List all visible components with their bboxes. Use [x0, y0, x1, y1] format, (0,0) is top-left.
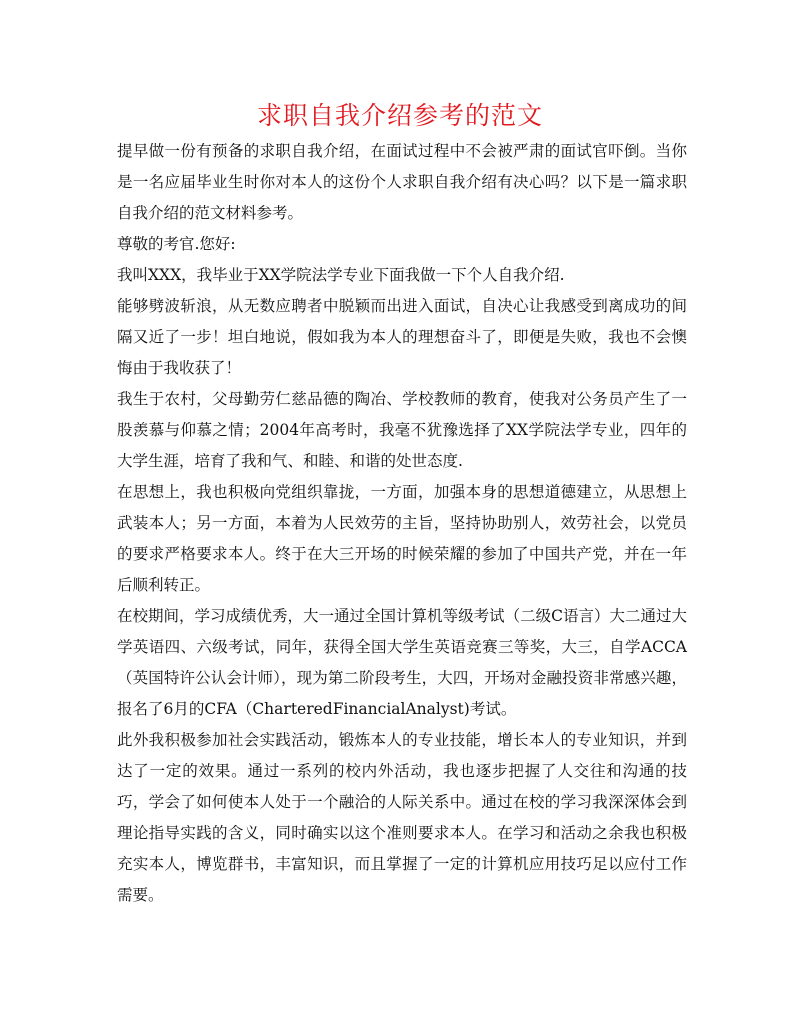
document-body	[117, 136, 687, 911]
paragraph-ideology: 在思想上，我也积极向党组织靠拢，一方面，加强本身的思想道德建立，从思想上武装本人；另一方面，本着为人民效劳的主旨，坚持协助别人，效劳社会，以党员的要求严格要求本人。终于在大三开场的时候荣耀的参加了中国共产党，并在一年后顺利转正。	[117, 483, 687, 594]
paragraph-interview: 能够劈波斩浪，从无数应聘者中脱颖而出进入面试，自决心让我感受到离成功的间隔又近了一步！坦白地说，假如我为本人的理想奋斗了，即便是失败，我也不会懊悔由于我收获了！	[117, 297, 687, 377]
paragraph-activities: 此外我积极参加社会实践活动，锻炼本人的专业技能，增长本人的专业知识，并到达了一定的效果。通过一系列的校内外活动，我也逐步把握了人交往和沟通的技巧，学会了如何使本人处于一个融洽的人际关系中。通过在校的学习我深深体会到理论指导实践的含义，同时确实以这个准则要求本人。在学习和活动之余我也积极充实本人，博览群书，丰富知识，而且掌握了一定的计算机应用技巧足以应付工作需要。	[117, 731, 687, 904]
paragraph-name: 我叫XXX，我毕业于XX学院法学专业下面我做一下个人自我介绍.	[117, 266, 565, 284]
document-title: 求职自我介绍参考的范文	[256, 101, 543, 130]
paragraph-intro: 提早做一份有预备的求职自我介绍，在面试过程中不会被严肃的面试官吓倒。当你是一名应届毕业生时你对本人的这份个人求职自我介绍有决心吗？以下是一篇求职自我介绍的范文材料参考。	[117, 142, 687, 222]
paragraph-academics: 在校期间，学习成绩优秀，大一通过全国计算机等级考试（二级C语言）大二通过大学英语四、六级考试，同年，获得全国大学生英语竞赛三等奖，大三，自学ACCA（英国特许公认会计师），现为第二阶段考生，大四，开场对金融投资非常感兴趣，报名了6月的CFA（CharteredFinancialAnalyst)考试。	[117, 607, 687, 718]
paragraph-greeting: 尊敬的考官.您好:	[117, 235, 236, 253]
paragraph-background: 我生于农村，父母勤劳仁慈品德的陶冶、学校教师的教育，使我对公务员产生了一股羡慕与仰慕之情；2004年高考时，我毫不犹豫选择了XX学院法学专业，四年的大学生涯，培育了我和气、和睦、和谐的处世态度.	[117, 390, 687, 470]
